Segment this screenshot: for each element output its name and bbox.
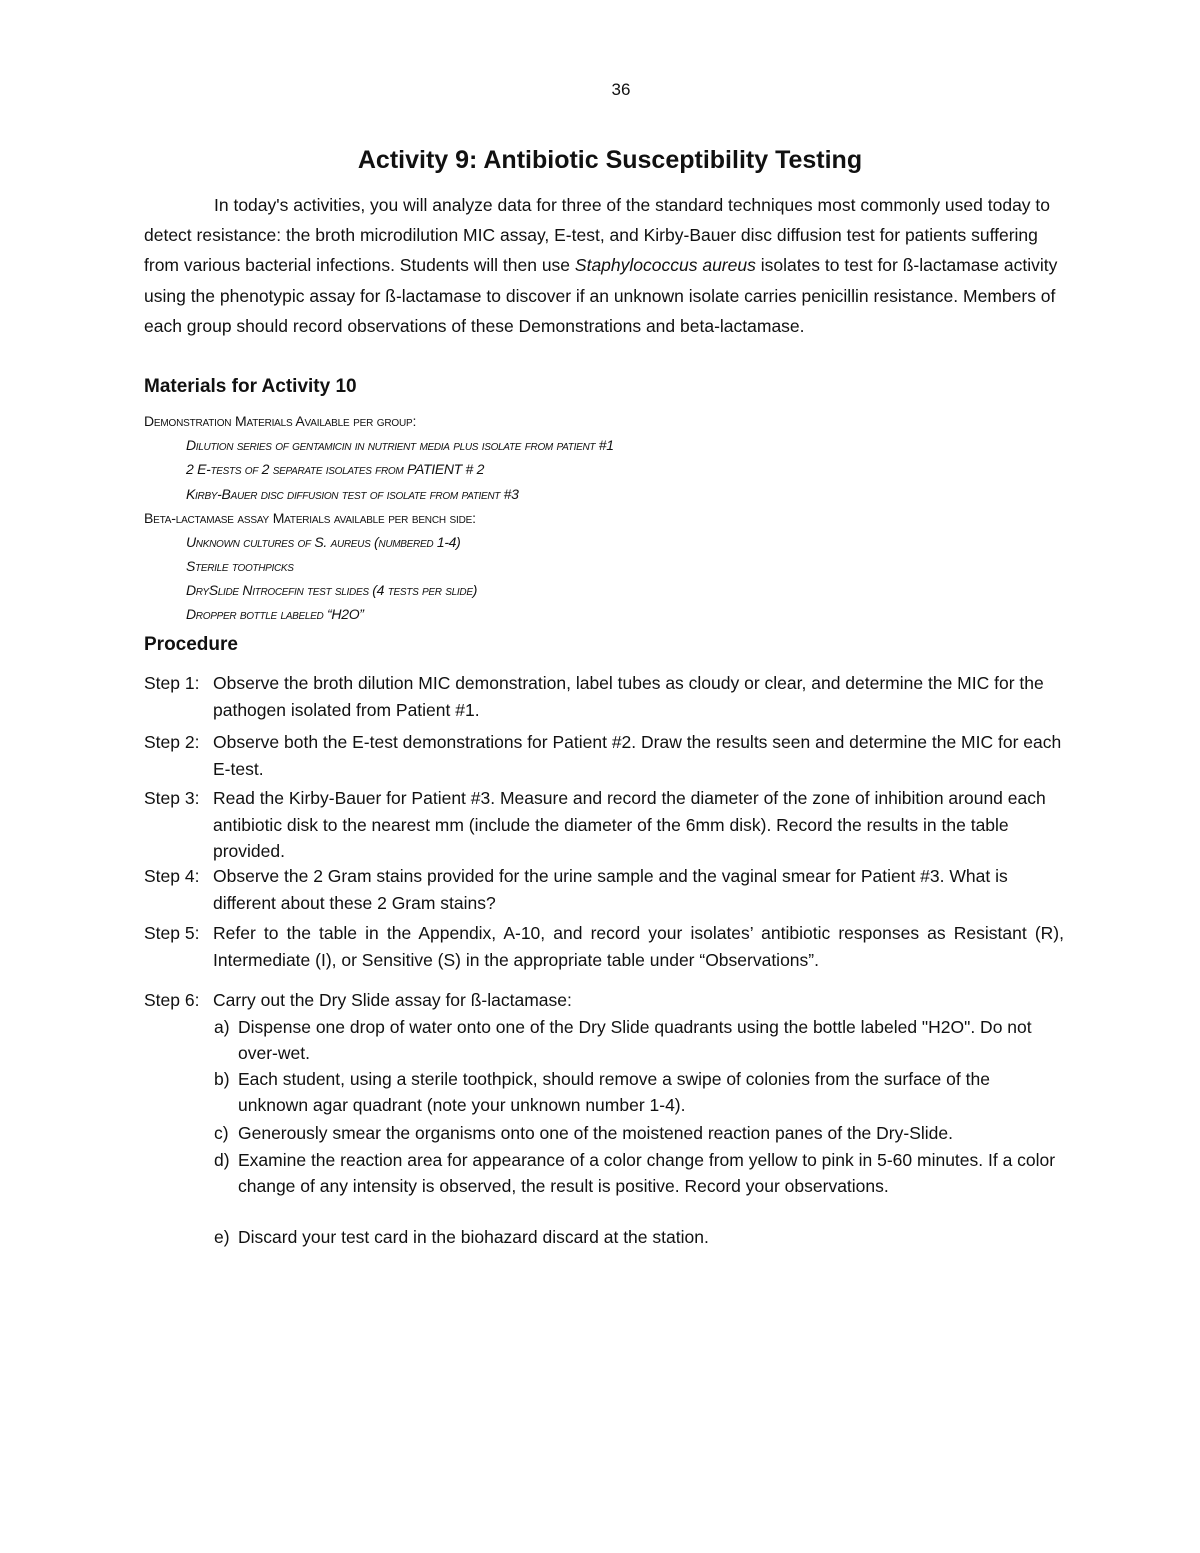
step-text: Read the Kirby-Bauer for Patient #3. Measure and record the diameter of the zone of inhibition around each antibiotic disk to the nearest mm (include the diameter of the 6mm disk). Record the results in the table provided. (213, 788, 1046, 861)
substep-text: Examine the reaction area for appearance of a color change from yellow to pink in 5-60 minutes. If a color change of any intensity is observed, the result is positive. Record your observations. (238, 1150, 1056, 1196)
procedure-step (144, 785, 1064, 865)
beta-material-item: Sterile toothpicks (186, 558, 294, 574)
beta-material-item: Unknown cultures of S. aureus (numbered 1-4) (186, 534, 461, 550)
substep-text: Discard your test card in the biohazard discard at the station. (238, 1227, 709, 1247)
step-label: Step 5: (144, 923, 200, 943)
intro-paragraph (144, 190, 1064, 341)
substep-letter: a) (214, 1017, 230, 1037)
demo-material-item: Dilution series of gentamicin in nutrient media plus isolate from patient #1 (186, 437, 614, 453)
procedure-step (144, 987, 1064, 1014)
step-text: Refer to the table in the Appendix, A-10, and record your isolates’ antibiotic responses as Resistant (R), Intermediate (I), or Sensitive (S) in the appropriate table under “Observations”. (213, 923, 1064, 970)
substep (214, 1066, 1064, 1118)
step-label: Step 6: (144, 990, 200, 1010)
beta-material-item: DrySlide Nitrocefin test slides (4 tests per slide) (186, 582, 478, 598)
step-label: Step 4: (144, 866, 200, 886)
page-title: Activity 9: Antibiotic Susceptibility Testing (357, 146, 863, 174)
demo-material-item: 2 E-tests of 2 separate isolates from PATIENT # 2 (186, 461, 485, 477)
intro-text: In today's activities, you will analyze data for three of the standard techniques most commonly used today to detect resistance: the broth microdilution MIC assay, E-test, and Kirby-Bauer disc diffusion test for patients suffering from various bacterial infections. Students will then use (144, 195, 1051, 276)
substep-text: Each student, using a sterile toothpick, should remove a swipe of colonies from the surface of the unknown agar quadrant (note your unknown number 1-4). (238, 1069, 990, 1115)
substep (214, 1147, 1064, 1199)
procedure-step (144, 863, 1064, 916)
substep (214, 1120, 1064, 1146)
procedure-step (144, 920, 1064, 973)
substep (214, 1224, 1064, 1250)
step-label: Step 2: (144, 732, 200, 752)
substep (214, 1014, 1064, 1066)
step-text: Observe the 2 Gram stains provided for the urine sample and the vaginal smear for Patient #3. What is different about these 2 Gram stains? (213, 866, 1008, 913)
step-label: Step 3: (144, 788, 200, 808)
substep-letter: c) (214, 1123, 229, 1143)
intro-text-rest: isolates to test for ß-lactamase activity using the phenotypic assay for ß-lactamase to discover if an unknown isolate carries penicillin resistance. Members of each group should record observations of these Demonstrations and beta-lactamase. (144, 255, 1058, 336)
substep-text: Dispense one drop of water onto one of the Dry Slide quadrants using the bottle labeled "H2O". Do not over-wet. (238, 1017, 1032, 1063)
intro-species: Staphylococcus aureus (574, 255, 756, 276)
substep-letter: b) (214, 1069, 230, 1089)
procedure-heading: Procedure (144, 634, 238, 655)
substep-letter: d) (214, 1150, 230, 1170)
step-text: Carry out the Dry Slide assay for ß-lactamase: (213, 990, 572, 1010)
demo-material-item: Kirby-Bauer disc diffusion test of isolate from patient #3 (186, 486, 519, 502)
substep-letter: e) (214, 1227, 230, 1247)
substep-text: Generously smear the organisms onto one of the moistened reaction panes of the Dry-Slide. (238, 1123, 953, 1143)
step-text: Observe both the E-test demonstrations for Patient #2. Draw the results seen and determine the MIC for each E-test. (213, 732, 1062, 779)
step-text: Observe the broth dilution MIC demonstration, label tubes as cloudy or clear, and determine the MIC for the pathogen isolated from Patient #1. (213, 673, 1044, 720)
procedure-step (144, 729, 1064, 782)
materials-heading: Materials for Activity 10 (144, 376, 357, 397)
beta-material-item: Dropper bottle labeled “H2O” (186, 606, 364, 622)
step-label: Step 1: (144, 673, 200, 693)
procedure-step (144, 670, 1064, 723)
page-number: 36 (611, 80, 631, 99)
beta-materials-heading: Beta-lactamase assay Materials available per bench side: (144, 510, 476, 526)
demo-materials-heading: Demonstration Materials Available per group: (144, 413, 417, 429)
